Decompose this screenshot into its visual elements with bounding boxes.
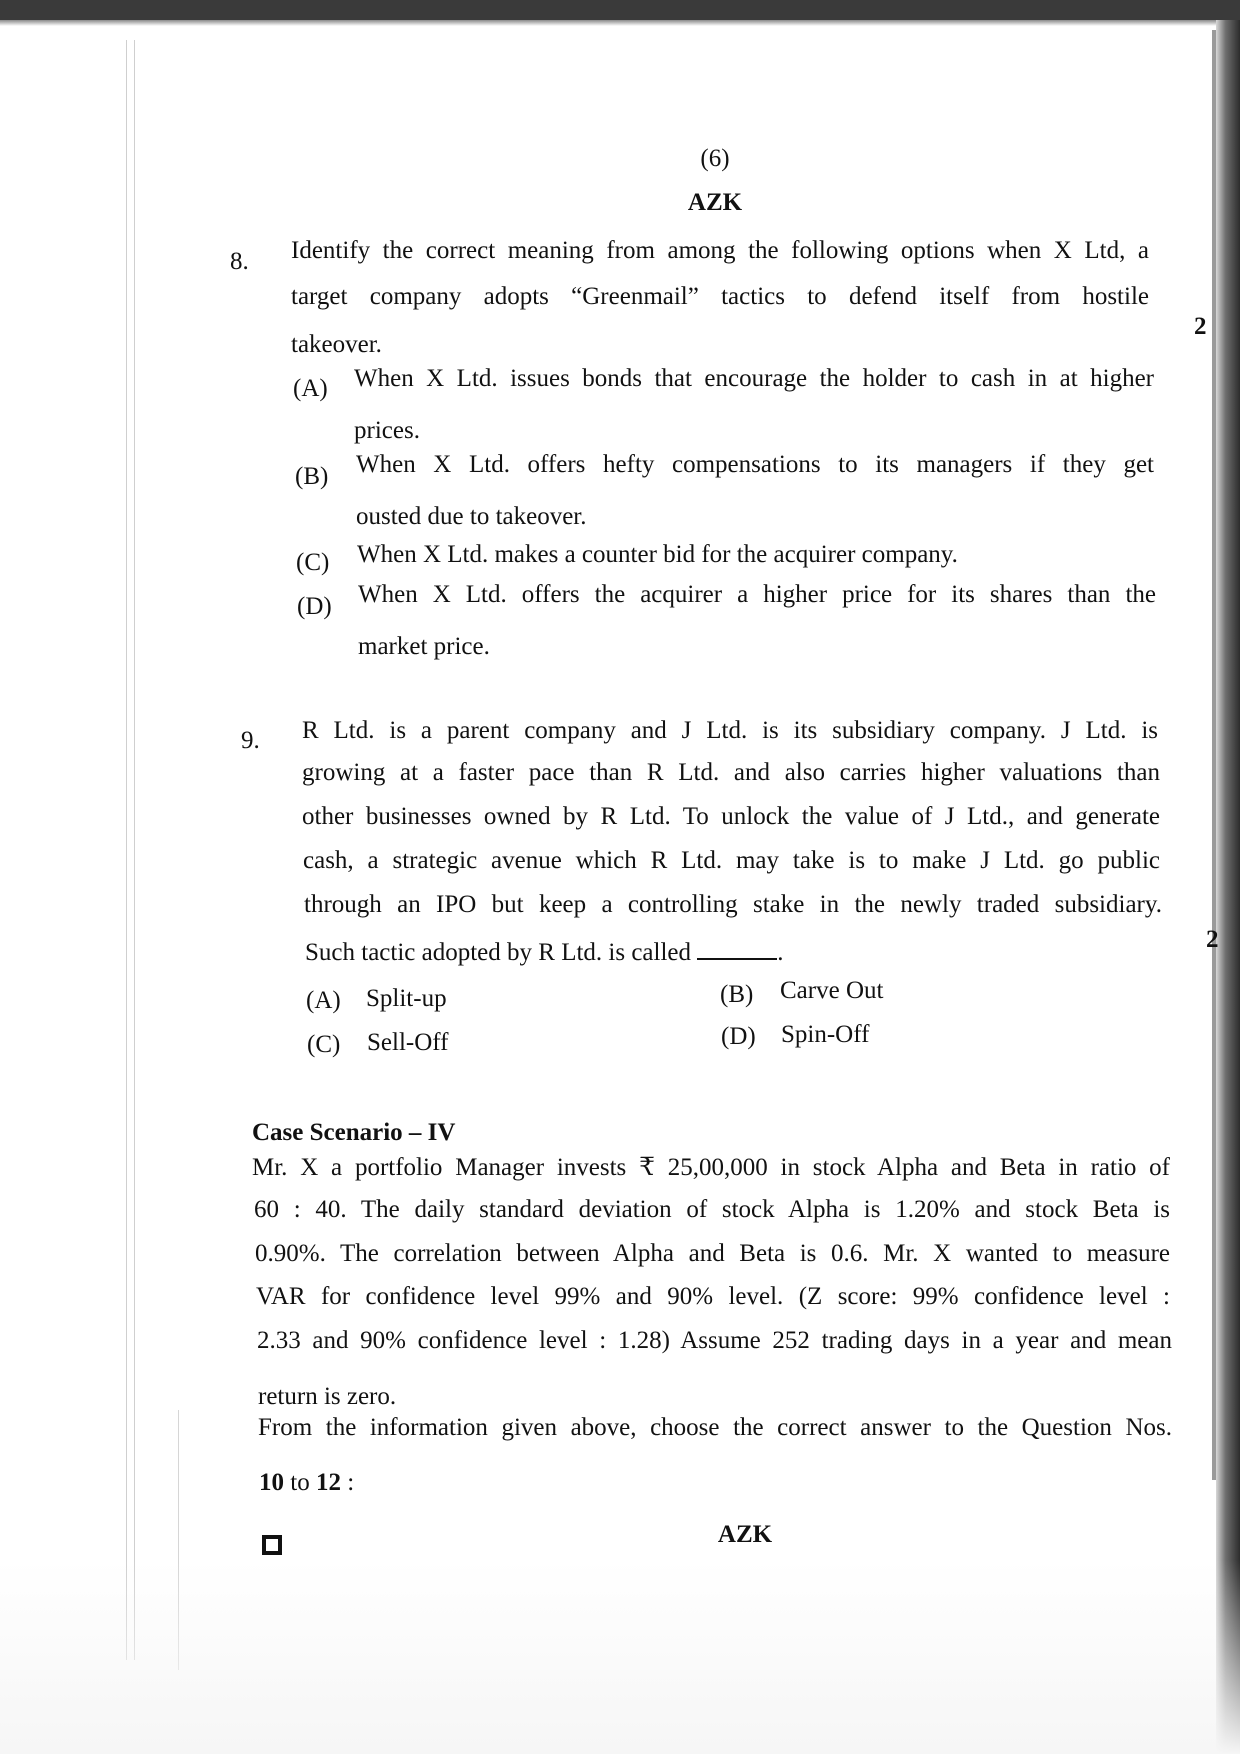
question-stem-end: .: [777, 939, 784, 966]
option-label: (B): [295, 463, 329, 490]
option-text: Spin-Off: [781, 1021, 870, 1048]
option-text: Split-up: [366, 985, 447, 1012]
case-text-line: 2.33 and 90% confidence level : 1.28) Assume 252 trading days in a year and mean: [257, 1327, 1172, 1354]
question-stem-line: other businesses owned by R Ltd. To unlock the value of J Ltd., and generate: [302, 803, 1160, 830]
question-stem-line: takeover.: [291, 331, 382, 358]
option-text: When X Ltd. offers the acquirer a higher price for its shares than the: [358, 581, 1156, 608]
question-stem-text: Such tactic adopted by R Ltd. is called: [305, 939, 692, 966]
option-text: ousted due to takeover.: [356, 503, 587, 530]
option-label: (D): [297, 593, 332, 620]
question-range-end: 12: [315, 1469, 341, 1496]
question-stem-line: Identify the correct meaning from among the following options when X Ltd, a: [291, 237, 1149, 264]
option-label: (B): [720, 981, 754, 1008]
question-stem-last-line: [305, 938, 784, 968]
case-text-line: 60 : 40. The daily standard deviation of stock Alpha is 1.20% and stock Beta is: [254, 1196, 1170, 1223]
case-text-line: 0.90%. The correlation between Alpha and Beta is 0.6. Mr. X wanted to measure: [255, 1240, 1170, 1267]
footer-code: AZK: [717, 1521, 773, 1548]
question-range: [259, 1468, 354, 1498]
option-text: market price.: [358, 633, 490, 660]
question-number: 8.: [230, 248, 249, 275]
question-stem-line: R Ltd. is a parent company and J Ltd. is its subsidiary company. J Ltd. is: [302, 717, 1158, 744]
option-text: prices.: [354, 417, 420, 444]
scan-bottom-fade: [0, 1560, 1240, 1754]
margin-line: [126, 40, 127, 1660]
marks: 2: [1206, 926, 1219, 953]
option-label: (A): [293, 375, 328, 402]
option-label: (A): [306, 987, 341, 1014]
question-number: 9.: [241, 727, 260, 754]
option-label: (D): [721, 1023, 756, 1050]
question-range-colon: :: [340, 1469, 355, 1496]
question-range-start: 10: [259, 1469, 284, 1496]
page-number: (6): [700, 145, 730, 172]
answer-blank: [697, 938, 777, 960]
scan-right-border: [1216, 20, 1240, 1754]
case-text-line: VAR for confidence level 99% and 90% level. (Z score: 99% confidence level :: [256, 1283, 1170, 1310]
question-stem-line: target company adopts “Greenmail” tactics to defend itself from hostile: [291, 283, 1149, 310]
option-text: When X Ltd. makes a counter bid for the acquirer company.: [357, 541, 958, 568]
question-stem-line: growing at a faster pace than R Ltd. and also carries higher valuations than: [302, 759, 1160, 786]
marks: 2: [1194, 313, 1207, 340]
option-text: Carve Out: [780, 977, 884, 1004]
header-code: AZK: [687, 189, 743, 216]
checkbox-square-icon: [262, 1535, 282, 1555]
question-stem-line: cash, a strategic avenue which R Ltd. may take is to make J Ltd. go public: [303, 847, 1160, 874]
case-text-line: return is zero.: [258, 1383, 397, 1410]
option-text: Sell-Off: [367, 1029, 449, 1056]
option-label: (C): [307, 1031, 341, 1058]
case-text-line: From the information given above, choose the correct answer to the Question Nos.: [258, 1414, 1172, 1441]
option-text: When X Ltd. issues bonds that encourage the holder to cash in at higher: [354, 365, 1154, 392]
scan-top-shadow: [0, 20, 1240, 26]
question-stem-line: through an IPO but keep a controlling stake in the newly traded subsidiary.: [304, 891, 1162, 918]
margin-line: [134, 40, 135, 1660]
case-text-line: Mr. X a portfolio Manager invests ₹ 25,00,000 in stock Alpha and Beta in ratio of: [252, 1154, 1170, 1181]
scan-top-border: [0, 0, 1240, 20]
scan-right-edge: [1212, 30, 1216, 1480]
question-range-to: to: [284, 1469, 316, 1496]
case-heading: Case Scenario – IV: [252, 1119, 456, 1146]
option-label: (C): [296, 549, 330, 576]
option-text: When X Ltd. offers hefty compensations to its managers if they get: [356, 451, 1154, 478]
